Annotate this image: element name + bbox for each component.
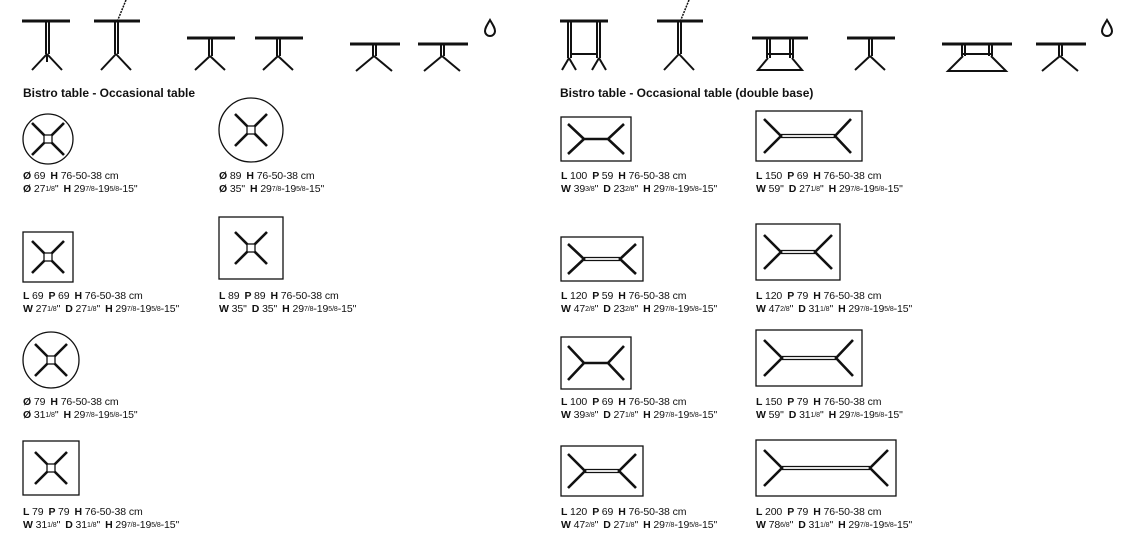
- spec-value: 76-50-38 cm: [60, 170, 119, 182]
- table-plan-icon: [560, 336, 632, 390]
- spec-key: Ø: [219, 170, 230, 182]
- spec-value: 472/8": [573, 303, 599, 315]
- spec-value: 297/8-195/8-15": [838, 183, 903, 195]
- table-spec: [23, 506, 184, 532]
- spec-imperial-line: [561, 303, 722, 316]
- spec-fraction: 5/8: [874, 186, 885, 193]
- spec-key: W: [23, 519, 36, 531]
- spec-key: D: [251, 303, 263, 315]
- spec-value: 79: [796, 396, 809, 408]
- spec-value: 271/8": [33, 183, 59, 195]
- spec-value: 311/8": [75, 519, 101, 531]
- spec-fraction: 7/8: [85, 186, 95, 193]
- spec-key: H: [270, 290, 281, 302]
- spec-value: 76-50-38 cm: [628, 170, 687, 182]
- spec-fraction: 5/8: [884, 306, 894, 313]
- spec-fraction: 1/8: [625, 412, 635, 419]
- spec-fraction: 1/8: [625, 522, 635, 529]
- spec-fraction: 5/8: [109, 186, 120, 193]
- spec-key: D: [798, 303, 809, 315]
- spec-value: 297/8-195/8-15": [848, 303, 913, 315]
- spec-value: 297/8-195/8-15": [73, 409, 138, 421]
- spec-value: 79: [796, 290, 809, 302]
- spec-fraction: 5/8: [689, 412, 699, 419]
- table-elevation-icon: [655, 0, 705, 74]
- spec-metric-line: [219, 170, 329, 183]
- spec-key: P: [592, 170, 602, 182]
- spec-fraction: 2/8: [625, 306, 635, 313]
- spec-key: W: [561, 409, 574, 421]
- spec-value: 271/8": [613, 409, 639, 421]
- table-spec: [23, 170, 143, 196]
- spec-fraction: 1/8: [87, 522, 97, 529]
- spec-fraction: 7/8: [664, 186, 675, 193]
- spec-value: 59": [768, 409, 784, 421]
- spec-value: 232/8": [613, 303, 639, 315]
- spec-key: H: [618, 396, 629, 408]
- spec-fraction: 7/8: [859, 522, 870, 529]
- spec-fraction: 7/8: [126, 522, 137, 529]
- spec-value: 79: [33, 396, 46, 408]
- table-plan-icon: [218, 216, 284, 280]
- spec-value: 35": [229, 183, 245, 195]
- spec-fraction: 2/8: [585, 522, 595, 529]
- table-plan-icon: [755, 329, 863, 387]
- spec-imperial-line: [23, 183, 143, 196]
- spec-value: 79: [796, 506, 809, 518]
- spec-value: 271/8": [35, 303, 61, 315]
- spec-key: L: [756, 396, 765, 408]
- table-spec: [219, 170, 329, 196]
- spec-key: W: [561, 183, 574, 195]
- spec-metric-line: [756, 170, 908, 183]
- spec-fraction: 7/8: [850, 186, 860, 193]
- spec-key: P: [244, 290, 254, 302]
- spec-fraction: 7/8: [859, 306, 870, 313]
- spec-value: 393/8": [573, 409, 599, 421]
- spec-key: H: [813, 290, 824, 302]
- spec-key: H: [50, 170, 61, 182]
- table-elevation-icon: [558, 18, 610, 74]
- table-elevation-icon: [348, 42, 402, 74]
- table-elevation-icon: [845, 36, 897, 74]
- table-spec: [756, 290, 917, 316]
- spec-value: 311/8": [33, 409, 59, 421]
- spec-key: H: [282, 303, 293, 315]
- spec-key: P: [787, 396, 797, 408]
- spec-value: 271/8": [613, 519, 639, 531]
- spec-fraction: 5/8: [328, 306, 338, 313]
- spec-key: P: [787, 506, 797, 518]
- spec-key: P: [592, 506, 602, 518]
- spec-key: Ø: [23, 170, 34, 182]
- spec-key: H: [246, 170, 257, 182]
- spec-value: 311/8": [808, 519, 834, 531]
- table-plan-icon: [22, 440, 80, 496]
- spec-fraction: 5/8: [884, 522, 894, 529]
- spec-fraction: 1/8: [87, 306, 97, 313]
- table-elevation-icon: [253, 36, 305, 74]
- spec-imperial-line: [756, 519, 917, 532]
- table-spec: [219, 290, 361, 316]
- spec-key: D: [603, 183, 614, 195]
- spec-key: H: [828, 183, 839, 195]
- spec-key: W: [219, 303, 232, 315]
- spec-fraction: 2/8: [780, 306, 790, 313]
- spec-fraction: 5/8: [689, 186, 699, 193]
- spec-value: 120: [569, 290, 588, 302]
- spec-key: H: [250, 183, 261, 195]
- spec-metric-line: [23, 290, 184, 303]
- spec-fraction: 5/8: [151, 522, 161, 529]
- spec-value: 76-50-38 cm: [84, 290, 143, 302]
- spec-value: 297/8-195/8-15": [653, 409, 718, 421]
- spec-imperial-line: [756, 183, 908, 196]
- section-heading-double: Bistro table - Occasional table (double base): [560, 86, 814, 100]
- spec-key: H: [618, 170, 629, 182]
- spec-metric-line: [756, 290, 917, 303]
- spec-value: 786/8": [768, 519, 794, 531]
- spec-key: L: [561, 506, 570, 518]
- table-spec: [756, 396, 908, 422]
- table-spec: [23, 290, 184, 316]
- spec-fraction: 7/8: [664, 306, 675, 313]
- spec-value: 76-50-38 cm: [823, 396, 882, 408]
- spec-key: Ø: [23, 183, 34, 195]
- spec-fraction: 1/8: [45, 186, 55, 193]
- spec-key: H: [63, 409, 74, 421]
- spec-value: 150: [764, 170, 783, 182]
- spec-value: 69: [601, 396, 614, 408]
- spec-imperial-line: [561, 409, 722, 422]
- spec-fraction: 2/8: [585, 306, 595, 313]
- spec-value: 59: [601, 170, 614, 182]
- spec-value: 297/8-195/8-15": [653, 303, 718, 315]
- spec-fraction: 5/8: [296, 186, 306, 193]
- spec-value: 76-50-38 cm: [280, 290, 339, 302]
- table-plan-icon: [560, 236, 644, 282]
- spec-fraction: 1/8: [810, 186, 820, 193]
- water-drop-icon: [482, 18, 498, 38]
- spec-value: 69: [601, 506, 614, 518]
- spec-key: H: [643, 519, 654, 531]
- spec-key: Ø: [23, 396, 34, 408]
- spec-key: H: [50, 396, 61, 408]
- spec-value: 120: [569, 506, 588, 518]
- spec-key: H: [643, 183, 654, 195]
- table-elevation-icon: [750, 36, 810, 74]
- spec-fraction: 3/8: [585, 186, 595, 193]
- spec-imperial-line: [756, 303, 917, 316]
- table-plan-icon: [22, 331, 80, 389]
- spec-fraction: 5/8: [689, 522, 699, 529]
- spec-key: L: [561, 396, 570, 408]
- spec-metric-line: [23, 506, 184, 519]
- spec-value: 297/8-195/8-15": [838, 409, 903, 421]
- spec-metric-line: [23, 170, 143, 183]
- spec-value: 59: [601, 290, 614, 302]
- table-spec: [561, 506, 722, 532]
- spec-metric-line: [561, 396, 722, 409]
- spec-value: 297/8-195/8-15": [848, 519, 913, 531]
- spec-key: W: [23, 303, 36, 315]
- spec-key: D: [603, 303, 614, 315]
- spec-key: L: [756, 290, 765, 302]
- table-plan-icon: [218, 97, 284, 163]
- spec-value: 297/8-195/8-15": [115, 519, 180, 531]
- spec-value: 69: [33, 170, 46, 182]
- spec-value: 297/8-195/8-15": [292, 303, 357, 315]
- spec-fraction: 3/8: [585, 412, 595, 419]
- spec-fraction: 1/8: [820, 522, 830, 529]
- table-plan-icon: [560, 116, 632, 162]
- spec-value: 297/8-195/8-15": [653, 183, 718, 195]
- spec-key: P: [592, 290, 602, 302]
- spec-value: 76-50-38 cm: [60, 396, 119, 408]
- spec-value: 297/8-195/8-15": [653, 519, 718, 531]
- spec-key: L: [756, 170, 765, 182]
- spec-value: 472/8": [573, 519, 599, 531]
- spec-value: 59": [768, 183, 784, 195]
- spec-value: 100: [569, 396, 588, 408]
- spec-value: 76-50-38 cm: [628, 396, 687, 408]
- spec-imperial-line: [23, 519, 184, 532]
- spec-value: 76-50-38 cm: [823, 506, 882, 518]
- table-elevation-icon: [92, 0, 142, 74]
- spec-key: D: [788, 409, 800, 421]
- spec-value: 472/8": [768, 303, 794, 315]
- spec-imperial-line: [561, 183, 722, 196]
- spec-key: P: [48, 506, 58, 518]
- spec-fraction: 5/8: [689, 306, 699, 313]
- spec-fraction: 1/8: [810, 412, 820, 419]
- spec-key: H: [813, 506, 824, 518]
- spec-value: 76-50-38 cm: [256, 170, 315, 182]
- spec-key: P: [48, 290, 58, 302]
- spec-value: 76-50-38 cm: [823, 170, 882, 182]
- table-plan-icon: [755, 439, 897, 497]
- spec-key: H: [828, 409, 839, 421]
- spec-value: 297/8-195/8-15": [73, 183, 138, 195]
- spec-key: W: [756, 303, 769, 315]
- spec-key: H: [63, 183, 74, 195]
- spec-imperial-line: [23, 409, 143, 422]
- table-plan-icon: [22, 231, 74, 283]
- spec-value: 79: [57, 506, 70, 518]
- spec-fraction: 7/8: [664, 412, 675, 419]
- spec-metric-line: [561, 170, 722, 183]
- spec-key: Ø: [23, 409, 34, 421]
- spec-key: W: [756, 183, 769, 195]
- spec-metric-line: [561, 506, 722, 519]
- spec-key: H: [643, 409, 654, 421]
- spec-value: 69: [57, 290, 70, 302]
- table-spec: [23, 396, 143, 422]
- table-elevation-icon: [940, 42, 1014, 74]
- table-elevation-icon: [185, 36, 237, 74]
- spec-value: 89: [229, 170, 242, 182]
- spec-fraction: 1/8: [47, 306, 57, 313]
- spec-key: P: [787, 290, 797, 302]
- spec-key: W: [561, 303, 574, 315]
- spec-value: 393/8": [573, 183, 599, 195]
- spec-value: 76-50-38 cm: [628, 506, 687, 518]
- spec-value: 69: [796, 170, 809, 182]
- spec-key: H: [813, 170, 824, 182]
- spec-value: 150: [764, 396, 783, 408]
- spec-fraction: 5/8: [874, 412, 885, 419]
- spec-key: H: [838, 303, 849, 315]
- spec-key: L: [561, 290, 570, 302]
- spec-key: L: [23, 290, 32, 302]
- table-plan-icon: [755, 110, 863, 162]
- table-spec: [561, 290, 722, 316]
- spec-key: D: [788, 183, 800, 195]
- spec-value: 297/8-195/8-15": [260, 183, 325, 195]
- spec-key: H: [105, 303, 116, 315]
- spec-fraction: 7/8: [271, 186, 282, 193]
- spec-key: P: [592, 396, 602, 408]
- spec-value: 100: [569, 170, 588, 182]
- spec-key: W: [561, 519, 574, 531]
- spec-key: L: [23, 506, 32, 518]
- spec-fraction: 1/8: [45, 412, 55, 419]
- spec-key: H: [618, 290, 629, 302]
- spec-key: Ø: [219, 183, 230, 195]
- spec-metric-line: [756, 396, 908, 409]
- spec-value: 89: [253, 290, 266, 302]
- spec-metric-line: [756, 506, 917, 519]
- spec-imperial-line: [219, 183, 329, 196]
- spec-fraction: 7/8: [303, 306, 314, 313]
- spec-metric-line: [219, 290, 361, 303]
- spec-key: H: [618, 506, 629, 518]
- table-elevation-icon: [416, 42, 470, 74]
- spec-value: 311/8": [808, 303, 834, 315]
- spec-key: H: [838, 519, 849, 531]
- spec-fraction: 2/8: [625, 186, 635, 193]
- spec-metric-line: [561, 290, 722, 303]
- spec-fraction: 1/8: [47, 522, 57, 529]
- spec-value: 76-50-38 cm: [823, 290, 882, 302]
- table-spec: [756, 170, 908, 196]
- spec-key: D: [603, 409, 614, 421]
- spec-value: 311/8": [35, 519, 61, 531]
- spec-fraction: 7/8: [126, 306, 137, 313]
- spec-value: 35": [231, 303, 247, 315]
- spec-value: 232/8": [613, 183, 639, 195]
- spec-value: 311/8": [799, 409, 824, 421]
- spec-value: 200: [764, 506, 783, 518]
- spec-key: D: [798, 519, 809, 531]
- spec-key: P: [787, 170, 797, 182]
- spec-key: H: [74, 506, 85, 518]
- spec-value: 89: [227, 290, 240, 302]
- spec-key: H: [74, 290, 85, 302]
- spec-fraction: 5/8: [109, 412, 120, 419]
- spec-key: L: [756, 506, 765, 518]
- spec-value: 79: [31, 506, 44, 518]
- spec-value: 297/8-195/8-15": [115, 303, 180, 315]
- spec-fraction: 5/8: [151, 306, 161, 313]
- spec-value: 69: [31, 290, 44, 302]
- spec-imperial-line: [23, 303, 184, 316]
- spec-value: 76-50-38 cm: [84, 506, 143, 518]
- spec-key: H: [105, 519, 116, 531]
- spec-fraction: 7/8: [850, 412, 860, 419]
- spec-value: 271/8": [75, 303, 101, 315]
- spec-key: D: [603, 519, 614, 531]
- spec-imperial-line: [219, 303, 361, 316]
- spec-value: 271/8": [799, 183, 824, 195]
- water-drop-icon: [1099, 18, 1115, 38]
- spec-key: W: [756, 519, 769, 531]
- table-spec: [756, 506, 917, 532]
- spec-imperial-line: [561, 519, 722, 532]
- spec-fraction: 7/8: [664, 522, 675, 529]
- table-elevation-icon: [20, 18, 72, 74]
- spec-metric-line: [23, 396, 143, 409]
- spec-key: L: [219, 290, 228, 302]
- spec-value: 76-50-38 cm: [628, 290, 687, 302]
- table-elevation-icon: [1034, 42, 1088, 74]
- section-heading-single: Bistro table - Occasional table: [23, 86, 196, 100]
- spec-fraction: 6/8: [780, 522, 790, 529]
- spec-key: D: [65, 303, 76, 315]
- table-spec: [561, 396, 722, 422]
- spec-fraction: 1/8: [820, 306, 830, 313]
- spec-key: D: [65, 519, 76, 531]
- spec-fraction: 7/8: [85, 412, 95, 419]
- table-plan-icon: [560, 445, 644, 497]
- spec-key: H: [643, 303, 654, 315]
- spec-key: L: [561, 170, 570, 182]
- table-plan-icon: [755, 223, 841, 281]
- spec-key: W: [756, 409, 769, 421]
- spec-value: 120: [764, 290, 783, 302]
- table-spec: [561, 170, 722, 196]
- spec-imperial-line: [756, 409, 908, 422]
- spec-key: H: [813, 396, 824, 408]
- table-plan-icon: [22, 113, 74, 165]
- spec-value: 35": [262, 303, 278, 315]
